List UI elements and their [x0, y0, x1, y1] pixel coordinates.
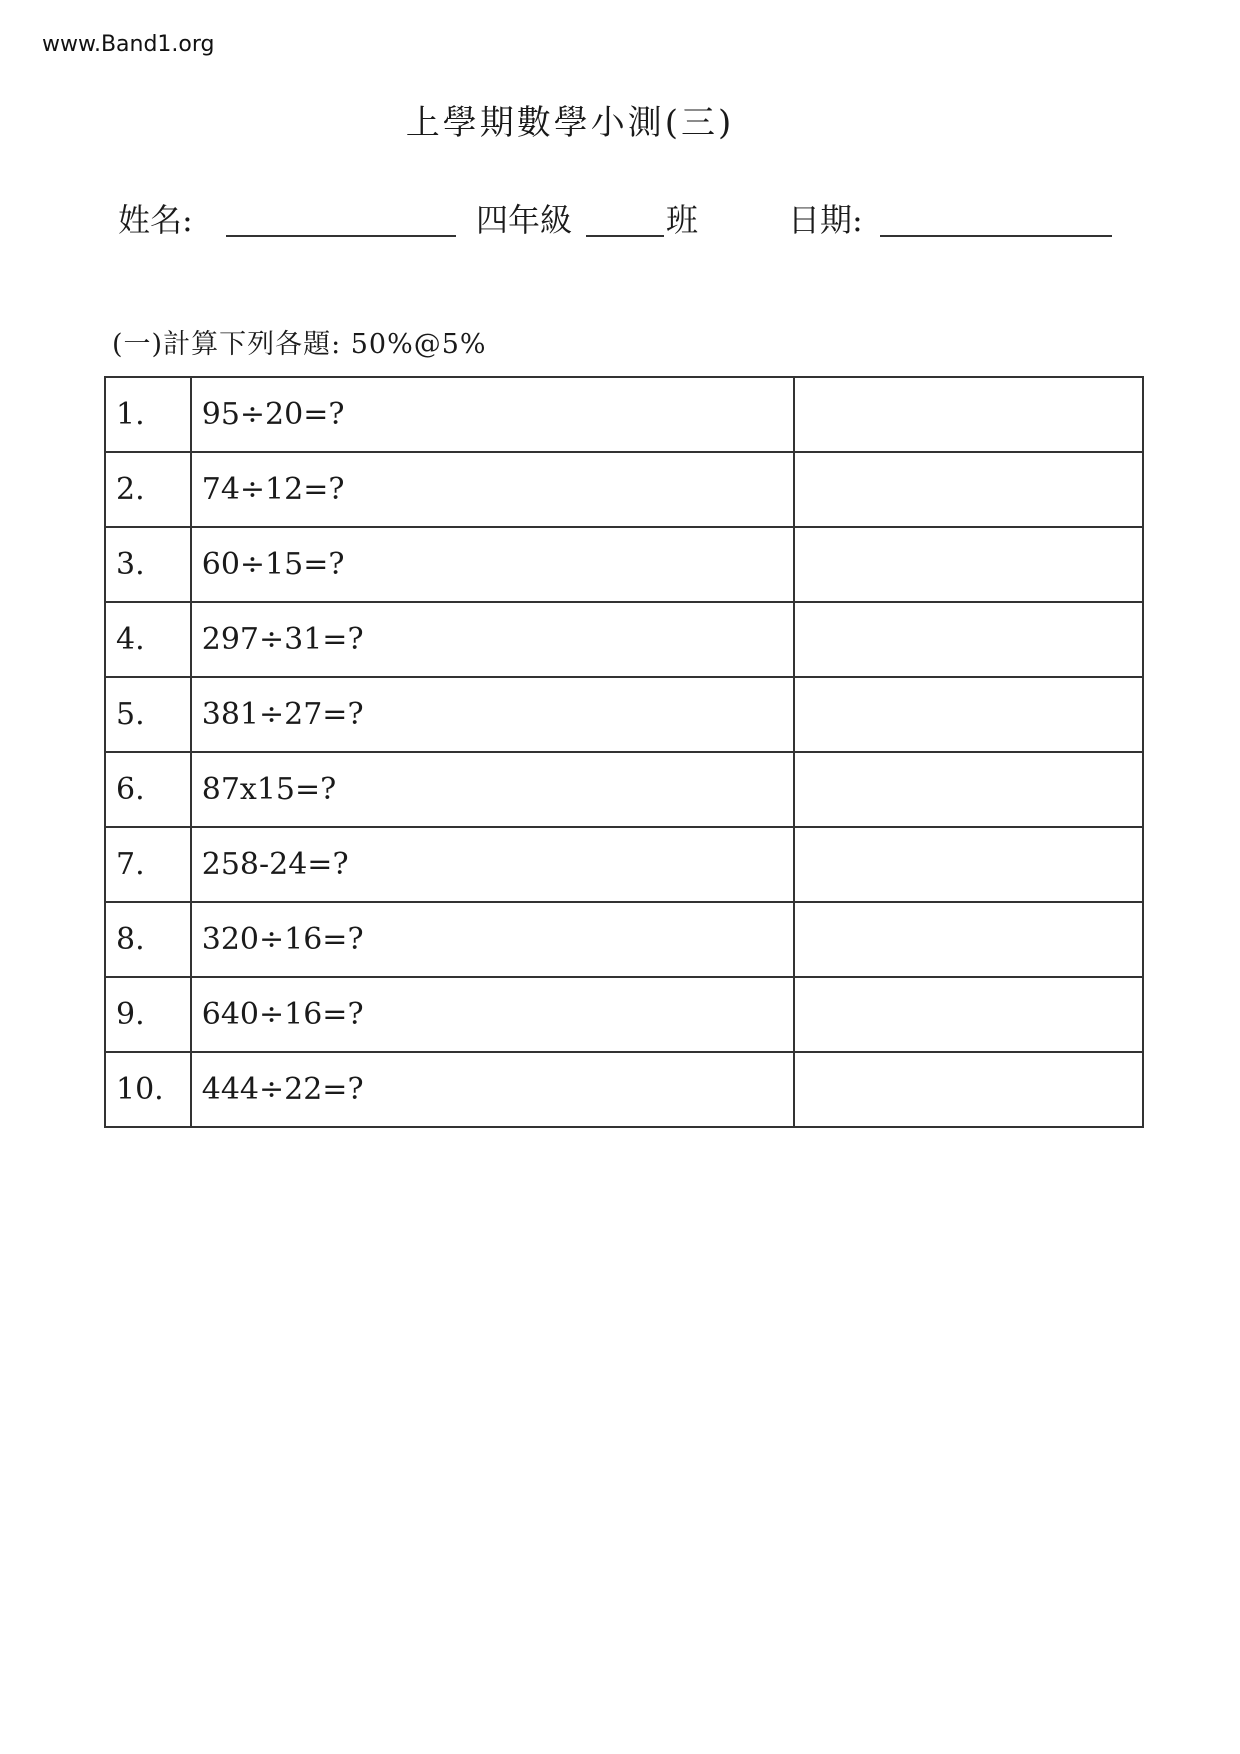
table-row	[105, 977, 1143, 1052]
question-text: 60÷15=?	[191, 527, 795, 602]
question-number: 1.	[105, 377, 191, 452]
site-watermark: www.Band1.org	[42, 32, 215, 57]
question-number: 6.	[105, 752, 191, 827]
section-title: (一)計算下列各題: 50%@5%	[112, 329, 487, 360]
answer-cell[interactable]	[794, 677, 1143, 752]
student-info-row	[118, 195, 1128, 245]
table-row	[105, 602, 1143, 677]
question-text: 640÷16=?	[191, 977, 795, 1052]
table-row	[105, 677, 1143, 752]
table-row	[105, 452, 1143, 527]
answer-cell[interactable]	[794, 827, 1143, 902]
table-row	[105, 527, 1143, 602]
answer-cell[interactable]	[794, 602, 1143, 677]
answer-cell[interactable]	[794, 752, 1143, 827]
answer-cell[interactable]	[794, 902, 1143, 977]
page-title: 上學期數學小測(三)	[405, 103, 735, 143]
question-text: 87x15=?	[191, 752, 795, 827]
question-number: 10.	[105, 1052, 191, 1127]
answer-cell[interactable]	[794, 527, 1143, 602]
answer-cell[interactable]	[794, 452, 1143, 527]
table-row	[105, 752, 1143, 827]
question-text: 95÷20=?	[191, 377, 795, 452]
table-row	[105, 1052, 1143, 1127]
question-number: 2.	[105, 452, 191, 527]
class-label: 班	[666, 201, 699, 239]
question-number: 5.	[105, 677, 191, 752]
question-number: 9.	[105, 977, 191, 1052]
table-row	[105, 827, 1143, 902]
question-text: 297÷31=?	[191, 602, 795, 677]
question-text: 381÷27=?	[191, 677, 795, 752]
name-label: 姓名:	[118, 201, 193, 239]
date-label: 日期:	[788, 201, 863, 239]
class-field[interactable]	[586, 235, 664, 237]
question-text: 74÷12=?	[191, 452, 795, 527]
question-text: 320÷16=?	[191, 902, 795, 977]
question-text: 258-24=?	[191, 827, 795, 902]
answer-cell[interactable]	[794, 377, 1143, 452]
answer-cell[interactable]	[794, 977, 1143, 1052]
questions-table	[104, 376, 1144, 1128]
table-row	[105, 902, 1143, 977]
question-number: 4.	[105, 602, 191, 677]
question-number: 7.	[105, 827, 191, 902]
name-field[interactable]	[226, 235, 456, 237]
answer-cell[interactable]	[794, 1052, 1143, 1127]
question-number: 8.	[105, 902, 191, 977]
table-row	[105, 377, 1143, 452]
question-number: 3.	[105, 527, 191, 602]
question-text: 444÷22=?	[191, 1052, 795, 1127]
grade-label: 四年級	[476, 201, 573, 239]
date-field[interactable]	[880, 235, 1112, 237]
